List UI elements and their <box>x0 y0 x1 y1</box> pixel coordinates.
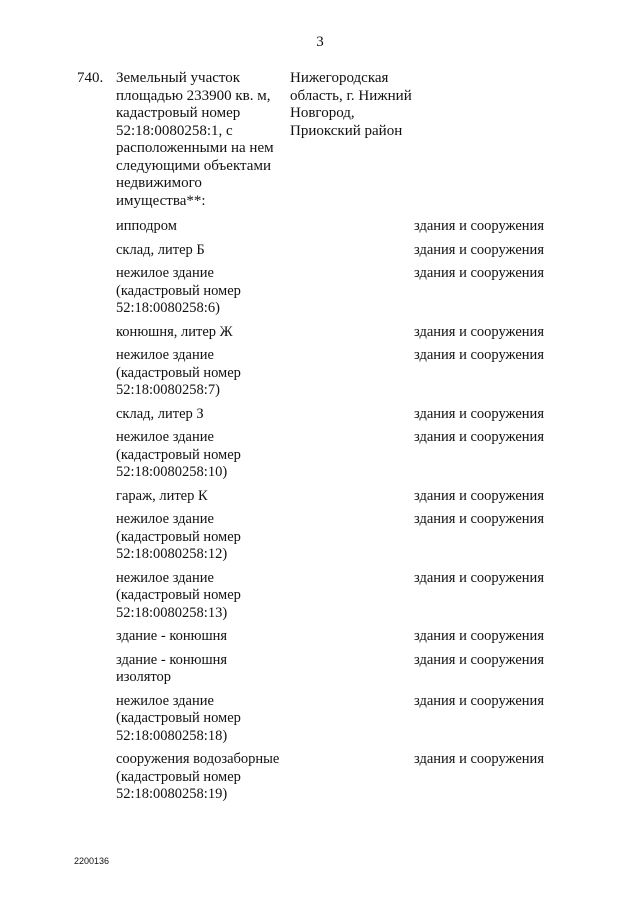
property-item-type: здания и сооружения <box>414 241 544 258</box>
property-item <box>116 265 556 318</box>
property-item <box>116 242 556 260</box>
entry-number: 740. <box>77 70 104 86</box>
property-item <box>116 693 556 746</box>
property-item-type: здания и сооружения <box>414 218 544 234</box>
property-item-type: здания и сооружения <box>414 429 544 445</box>
property-item <box>116 511 556 564</box>
property-item-name: ипподром <box>116 218 177 234</box>
property-item-type: здания и сооружения <box>414 651 544 668</box>
property-item-name: здание - конюшня <box>116 628 228 644</box>
property-item-name: сооружения водозаборные (кадастровый номер 52:18:0080258:19) <box>116 751 280 802</box>
property-item-type: здания и сооружения <box>414 628 544 644</box>
page-number: 3 <box>316 34 324 50</box>
property-item-name: конюшня, литер Ж <box>116 323 233 340</box>
property-item <box>116 429 556 482</box>
property-item <box>116 406 556 424</box>
property-item <box>116 218 556 236</box>
property-item-name: нежилое здание (кадастровый номер 52:18:0080258:10) <box>116 429 241 480</box>
property-item-name: нежилое здание (кадастровый номер 52:18:0080258:13) <box>116 569 241 621</box>
property-item-name: нежилое здание (кадастровый номер 52:18:0080258:7) <box>116 347 241 398</box>
document-code: 2200136 <box>74 856 110 866</box>
property-item-name: склад, литер З <box>116 405 204 422</box>
property-items-list <box>116 218 556 810</box>
entry-description: Земельный участок площадью 233900 кв. м, кадастровый номер 52:18:0080258:1, с расположенными на нем следующими объектами недвижимого имущества**: <box>116 70 274 209</box>
property-item-type: здания и сооружения <box>414 323 544 340</box>
property-item-type: здания и сооружения <box>414 511 544 527</box>
property-item <box>116 347 556 400</box>
property-item <box>116 488 556 506</box>
property-item-type: здания и сооружения <box>414 751 544 767</box>
property-item-name: нежилое здание (кадастровый номер 52:18:0080258:6) <box>116 265 241 316</box>
property-item-type: здания и сооружения <box>414 405 544 422</box>
property-item-name: нежилое здание (кадастровый номер 52:18:0080258:12) <box>116 511 241 562</box>
property-item <box>116 570 556 623</box>
property-item <box>116 324 556 342</box>
property-item <box>116 652 556 687</box>
property-item <box>116 628 556 646</box>
property-item-name: здание - конюшня изолятор <box>116 651 228 685</box>
property-item-type: здания и сооружения <box>414 569 544 586</box>
property-item-name: гараж, литер К <box>116 487 208 504</box>
property-item-name: нежилое здание (кадастровый номер 52:18:0080258:18) <box>116 692 241 744</box>
property-item-type: здания и сооружения <box>414 692 544 709</box>
property-item-type: здания и сооружения <box>414 265 544 281</box>
property-item-type: здания и сооружения <box>414 347 544 363</box>
property-item-type: здания и сооружения <box>414 487 544 504</box>
property-item <box>116 751 556 804</box>
entry-location: Нижегородская область, г. Нижний Новгород, Приокский район <box>290 70 412 139</box>
property-item-name: склад, литер Б <box>116 241 205 258</box>
